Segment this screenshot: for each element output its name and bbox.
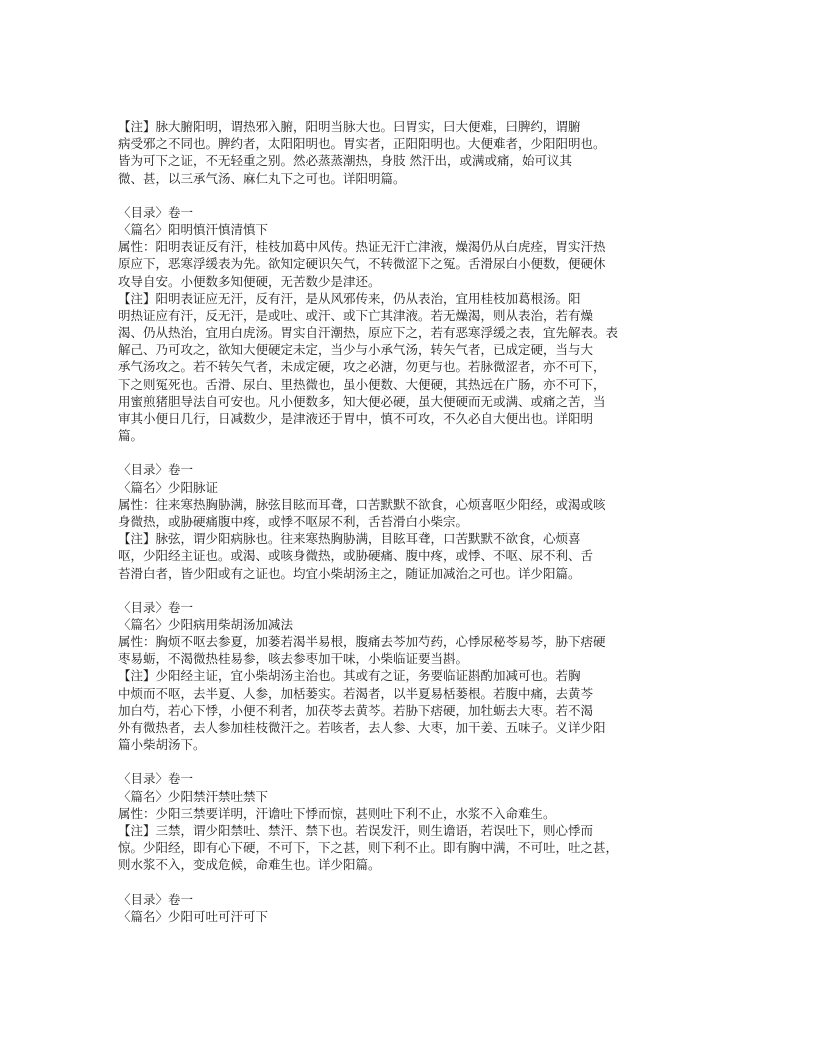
- text-line: 【注】脉大腑阳明，谓热邪入腑，阳明当脉大也。曰胃实，曰大便难，曰脾约，谓腑: [118, 119, 581, 134]
- text-line: 篇小柴胡汤下。: [118, 737, 206, 753]
- text-line: 加白芍，若心下悸，小便不利者，加茯苓去黄芩。若胁下痞硬，加牡蛎去大枣。若不渴: [118, 702, 594, 718]
- text-line: 皆为可下之证，不无轻重之别。然必蒸蒸潮热，身肢 然汗出，或满或痛，始可议其: [118, 153, 572, 169]
- text-line: 〈篇名〉少阳禁汗禁吐禁下: [118, 788, 269, 804]
- text-line: 〈篇名〉少阳脉证: [118, 479, 219, 495]
- text-line: 惊。少阳经，即有心下硬，不可下，下之甚，则下利不止。即有胸中满，不可吐，吐之甚，: [118, 840, 619, 856]
- text-section: [118, 461, 698, 581]
- text-line: 属性：胸烦不呕去参夏，加蒌若渴半易根，腹痛去芩加芍药，心悸尿秘苓易芩，胁下痞硬: [118, 634, 606, 650]
- text-line: 渴、仍从热治，宜用白虎汤。胃实自汗潮热，原应下之，若有恶寒浮缓之表，宜先解表。表: [118, 325, 619, 341]
- text-line: 中烦而不呕，去半夏、人参，加栝蒌实。若渴者，以半夏易栝蒌根。若腹中痛，去黄芩: [118, 685, 594, 701]
- text-line: 【注】脉弦，谓少阳病脉也。往来寒热胸胁满，目眩耳聋，口苦默默不欲食，心烦喜: [118, 531, 581, 547]
- text-section: [118, 118, 698, 187]
- text-line: 属性：阳明表证反有汗，桂枝加葛中风传。热证无汗亡津液，燥渴仍从白虎痊，胃实汗热: [118, 239, 606, 255]
- text-line: 〈篇名〉阳明慎汗慎清慎下: [118, 221, 269, 237]
- text-line: 解己、乃可攻之，欲知大便硬定未定，当少与小承气汤，转矢气者，已成定硬，当与大: [118, 342, 594, 358]
- text-line: 审其小便日几行，日减数少，是津液还于胃中，慎不可攻，不久必自大便出也。详阳明: [118, 411, 594, 426]
- text-line: 用蜜煎猪胆导法自可安也。凡小便数多，知大便必硬，虽大便硬而无或满、或痛之苦，当: [118, 393, 606, 409]
- text-line: 承气汤攻之。若不转矢气者，未成定硬，攻之必溏，勿更与也。若脉微涩者，亦不可下，: [118, 359, 606, 375]
- document-page: [118, 118, 698, 942]
- text-line: 外有微热者，去人参加桂枝微汗之。若咳者，去人参、大枣，加干姜、五味子。义详少阳: [118, 720, 606, 735]
- text-section: [118, 770, 698, 873]
- text-line: 〈目录〉卷一: [118, 891, 194, 907]
- text-line: 【注】三禁，谓少阳禁吐、禁汗、禁下也。若误发汗，则生谵语，若误吐下，则心悸而: [118, 822, 594, 838]
- text-line: 〈篇名〉少阳病用柴胡汤加减法: [118, 616, 294, 632]
- text-line: 〈目录〉卷一: [118, 771, 194, 787]
- text-line: 枣易蛎，不渴微热桂易参，咳去参枣加干味，小柴临证要当斟。: [118, 651, 469, 667]
- text-section: [118, 204, 698, 445]
- text-line: 身微热，或胁硬痛腹中疼，或悸不呕尿不利，舌苔滑白小柴宗。: [118, 513, 469, 529]
- text-line: 下之则冤死也。舌滑、尿白、里热微也，虽小便数、大便硬，其热远在广肠，亦不可下，: [118, 376, 606, 392]
- text-line: 攻导自安。小便数多知便硬，无苦数少是津还。: [118, 273, 381, 289]
- text-line: 〈篇名〉少阳可吐可汗可下: [118, 908, 269, 924]
- text-line: 则水浆不入，变成危候，命难生也。详少阳篇。: [118, 857, 381, 873]
- text-line: 属性：往来寒热胸胁满，脉弦目眩而耳聋，口苦默默不欲食，心烦喜呕少阳经，或渴或咳: [118, 496, 606, 512]
- text-line: 【注】阳明表证应无汗，反有汗，是从风邪传来，仍从表治，宜用桂枝加葛根汤。阳: [118, 290, 581, 306]
- text-line: 属性：少阳三禁要详明，汗谵吐下悸而惊，甚则吐下利不止，水浆不入命难生。: [118, 805, 556, 821]
- text-line: 明热证应有汗，反无汗，是或吐、或汗、或下亡其津液。若无燥渴，则从表治，若有燥: [118, 307, 594, 323]
- text-line: 〈目录〉卷一: [118, 204, 194, 220]
- text-line: 苔滑白者，皆少阳或有之证也。均宜小柴胡汤主之，随证加减治之可也。详少阳篇。: [118, 565, 581, 581]
- text-line: 呕，少阳经主证也。或渴、或咳身微热，或胁硬痛、腹中疼，或悸、不呕、尿不利、舌: [118, 548, 594, 564]
- text-section: [118, 599, 698, 754]
- text-line: 原应下，恶寒浮缓表为先。欲知定硬识矢气，不转微涩下之冤。舌滑尿白小便数，便硬休: [118, 256, 606, 272]
- text-line: 微、甚，以三承气汤、麻仁丸下之可也。详阳明篇。: [118, 170, 406, 186]
- text-line: 〈目录〉卷一: [118, 462, 194, 478]
- text-section: [118, 891, 698, 925]
- text-line: 病受邪之不同也。脾约者，太阳阳明也。胃实者，正阳阳明也。大便难者，少阳阳明也。: [118, 136, 606, 152]
- text-line: 【注】少阳经主证，宜小柴胡汤主治也。其或有之证，务要临证斟酌加减可也。若胸: [118, 668, 581, 684]
- text-line: 篇。: [118, 428, 144, 444]
- text-line: 〈目录〉卷一: [118, 599, 194, 615]
